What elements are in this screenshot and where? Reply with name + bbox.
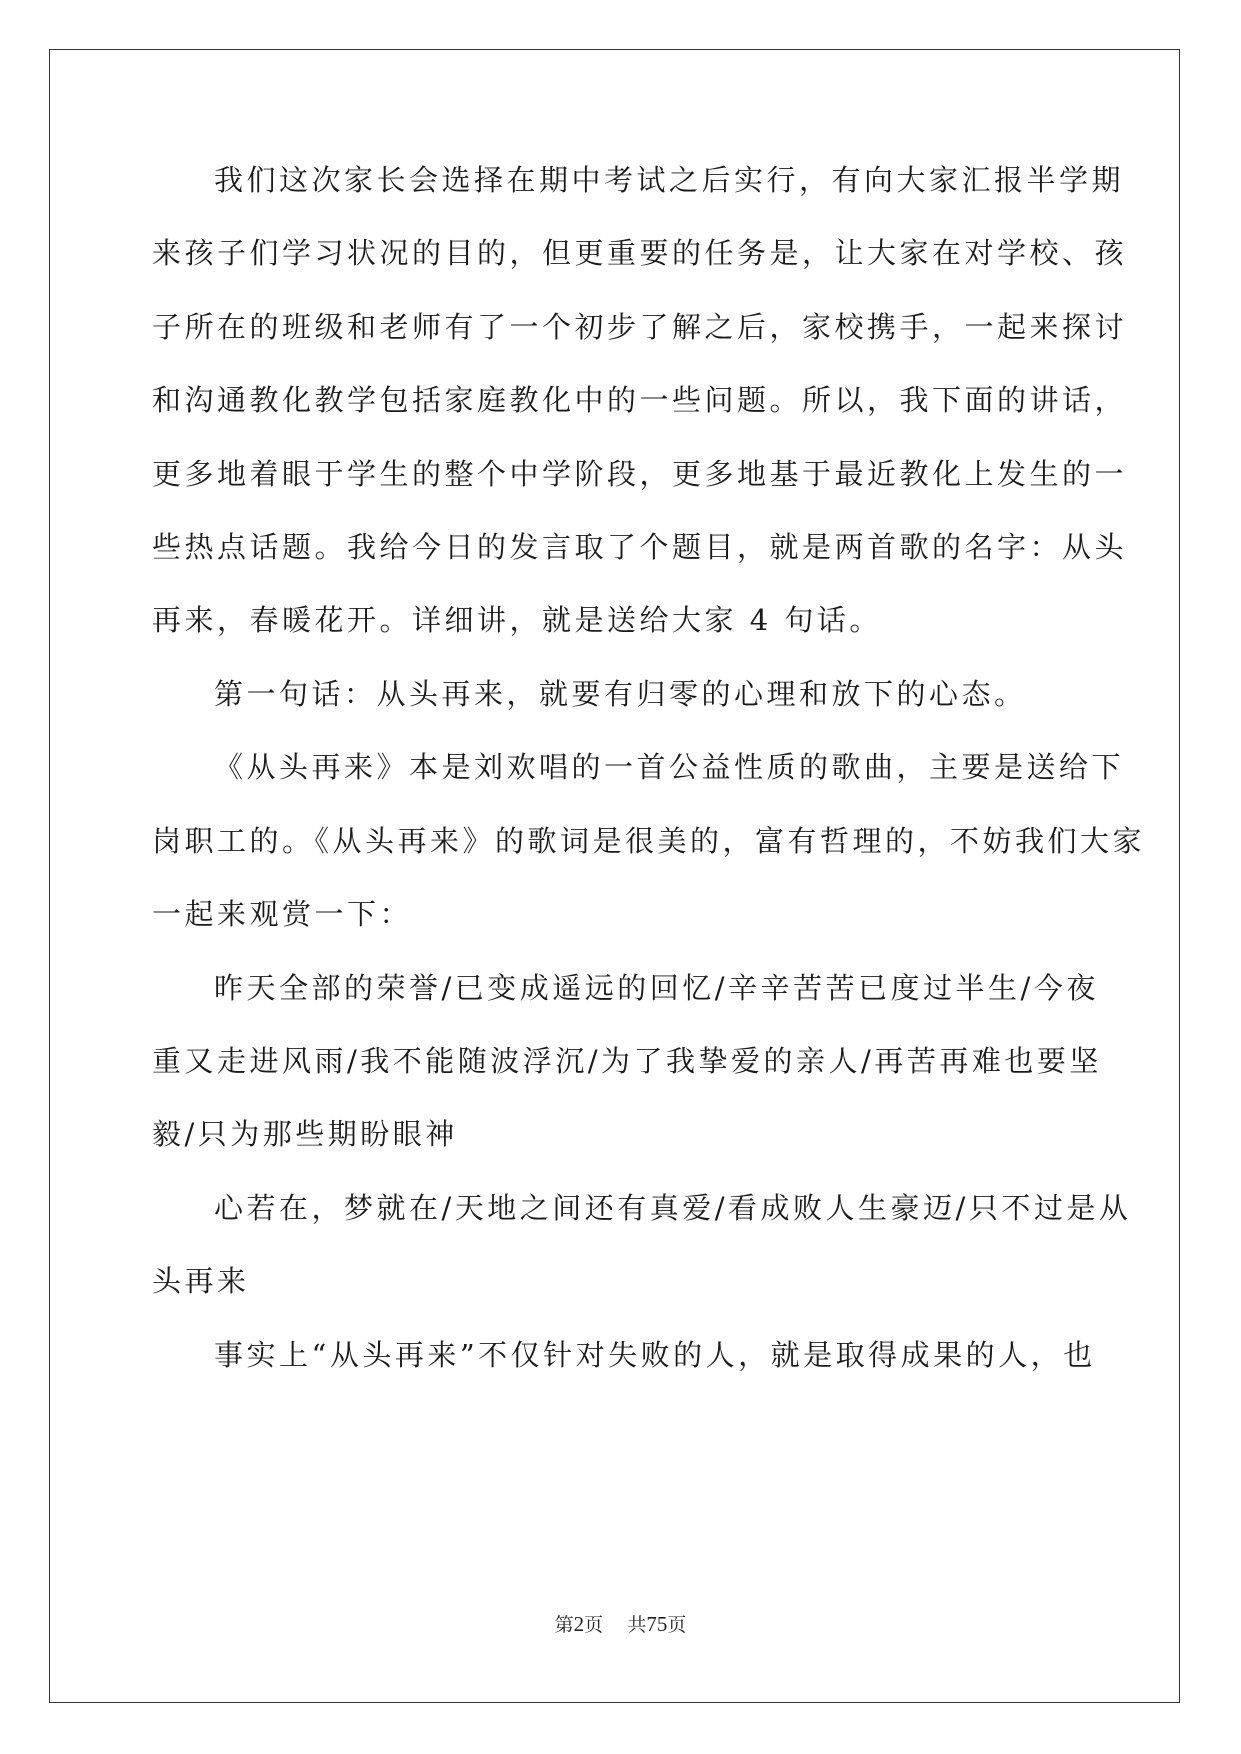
paragraph-line: 《从头再来》本是刘欢唱的一首公益性质的歌曲，主要是送给下	[214, 750, 1125, 784]
paragraph-line: 我们这次家长会选择在期中考试之后实行，有向大家汇报半学期	[214, 163, 1125, 197]
total-prefix: 共	[627, 1614, 647, 1636]
paragraph-line: 和沟通教化教学包括家庭教化中的一些问题。所以，我下面的讲话，	[152, 383, 1128, 417]
paragraph-line: 岗职工的。《从头再来》的歌词是很美的，富有哲理的，不妨我们大家	[152, 824, 1146, 858]
lyric-line: 毅/只为那些期盼眼神	[152, 1117, 458, 1151]
paragraph-line: 再来，春暖花开。详细讲，就是送给大家 4 句话。	[152, 603, 882, 637]
paragraph-line: 子所在的班级和老师有了一个初步了解之后，家校携手，一起来探讨	[152, 310, 1128, 344]
lyric-line: 昨天全部的荣誉/已变成遥远的回忆/辛辛苦苦已度过半生/今夜	[214, 971, 1099, 1005]
paragraph-line: 一起来观赏一下：	[152, 897, 413, 931]
paragraph-line: 更多地着眼于学生的整个中学阶段，更多地基于最近教化上发生的一	[152, 457, 1128, 491]
lyric-line: 头再来	[152, 1264, 250, 1298]
paragraph-line: 些热点话题。我给今日的发言取了个题目，就是两首歌的名字：从头	[152, 530, 1128, 564]
total-pages: 75	[646, 1612, 668, 1636]
page-number: 2	[573, 1612, 585, 1636]
total-suffix: 页	[667, 1614, 687, 1636]
page-border	[49, 49, 1180, 1703]
paragraph-line: 来孩子们学习状况的目的，但更重要的任务是，让大家在对学校、孩	[152, 236, 1128, 270]
page-prefix: 第	[554, 1614, 574, 1636]
page-footer	[0, 1612, 1241, 1637]
lyric-line: 重又走进风雨/我不能随波浮沉/为了我挚爱的亲人/再苦再难也要坚	[152, 1044, 1102, 1078]
paragraph-line: 事实上“从头再来”不仅针对失败的人，就是取得成果的人，也	[214, 1338, 1096, 1372]
heading-line: 第一句话：从头再来，就要有归零的心理和放下的心态。	[214, 677, 1027, 711]
lyric-line: 心若在，梦就在/天地之间还有真爱/看成败人生豪迈/只不过是从	[214, 1191, 1132, 1225]
page-suffix: 页	[584, 1614, 604, 1636]
